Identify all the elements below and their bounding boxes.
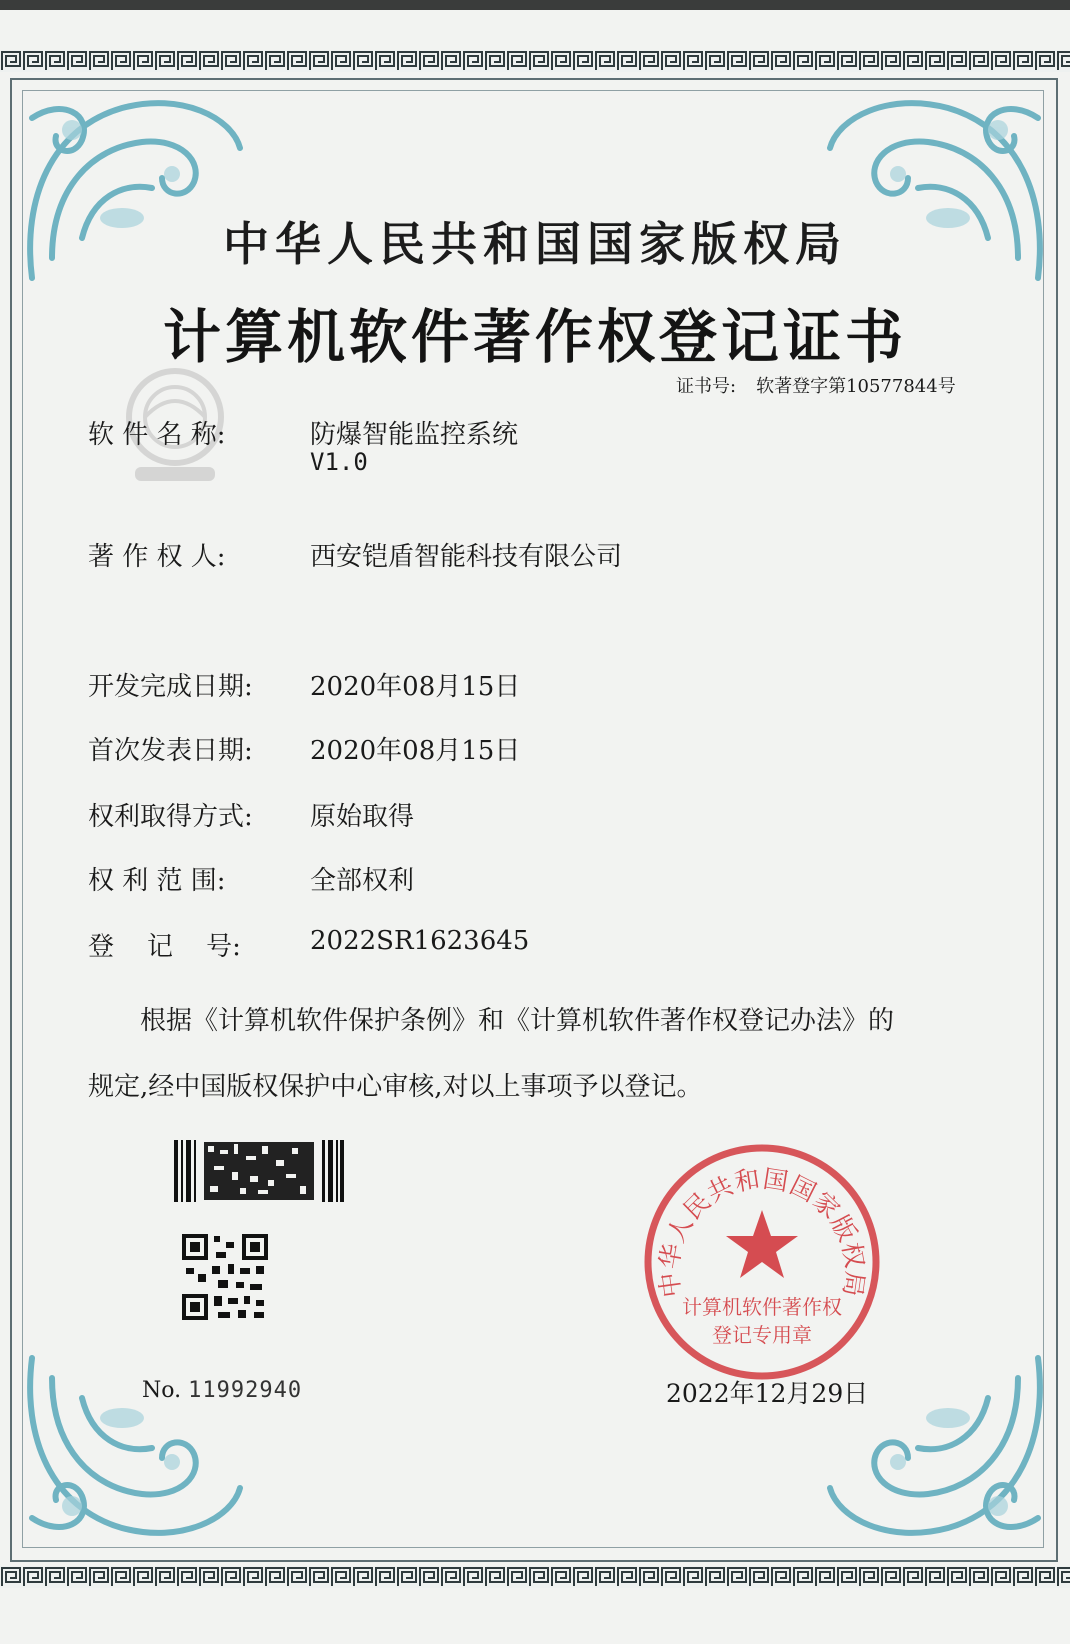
seal-line-1: 计算机软件著作权	[682, 1295, 842, 1319]
field-label: 登 记 号:	[88, 932, 241, 962]
field-value: 原始取得	[310, 802, 415, 832]
barcode	[174, 1136, 344, 1206]
qr-code	[182, 1234, 268, 1320]
serial-prefix: No.	[142, 1378, 182, 1403]
field-value: 2020年08月15日	[310, 672, 521, 702]
field-label: 首次发表日期:	[88, 736, 253, 766]
fret-border-bottom	[0, 1566, 1070, 1588]
seal-line-2: 登记专用章	[712, 1323, 812, 1347]
document-title: 计算机软件著作权登记证书	[162, 303, 907, 371]
field-label: 权利取得方式:	[88, 802, 253, 832]
field-label: 软 件 名 称:	[88, 420, 226, 450]
corner-ornament-bottom-left	[12, 1338, 252, 1558]
scan-edge	[0, 0, 1070, 10]
official-seal	[640, 1140, 884, 1384]
certificate-number	[676, 372, 956, 398]
fret-border-top	[0, 50, 1070, 72]
field-value: 全部权利	[310, 866, 415, 896]
statement-line-1: 根据《计算机软件保护条例》和《计算机软件著作权登记办法》的	[140, 1006, 895, 1036]
serial-number	[142, 1378, 302, 1403]
seal-ring-text: 中华人民共和国国家版权局	[654, 1164, 870, 1300]
field-value: 2022SR1623645	[310, 926, 530, 956]
statement-line-2: 规定,经中国版权保护中心审核,对以上事项予以登记。	[88, 1072, 703, 1102]
field-label: 著 作 权 人:	[88, 542, 226, 572]
issuer-title: 中华人民共和国国家版权局	[223, 217, 847, 271]
field-version: V1.0	[310, 448, 368, 476]
issue-date: 2022年12月29日	[666, 1379, 869, 1408]
field-value: 西安铠盾智能科技有限公司	[310, 542, 623, 572]
field-value: 2020年08月15日	[310, 736, 521, 766]
serial-value: 11992940	[188, 1378, 303, 1403]
certificate-number-value: 软著登字第10577844号	[756, 376, 956, 397]
field-value: 防爆智能监控系统	[310, 420, 519, 450]
field-label: 开发完成日期:	[88, 672, 253, 702]
field-label: 权 利 范 围:	[88, 866, 226, 896]
certificate-number-label: 证书号:	[676, 376, 737, 397]
